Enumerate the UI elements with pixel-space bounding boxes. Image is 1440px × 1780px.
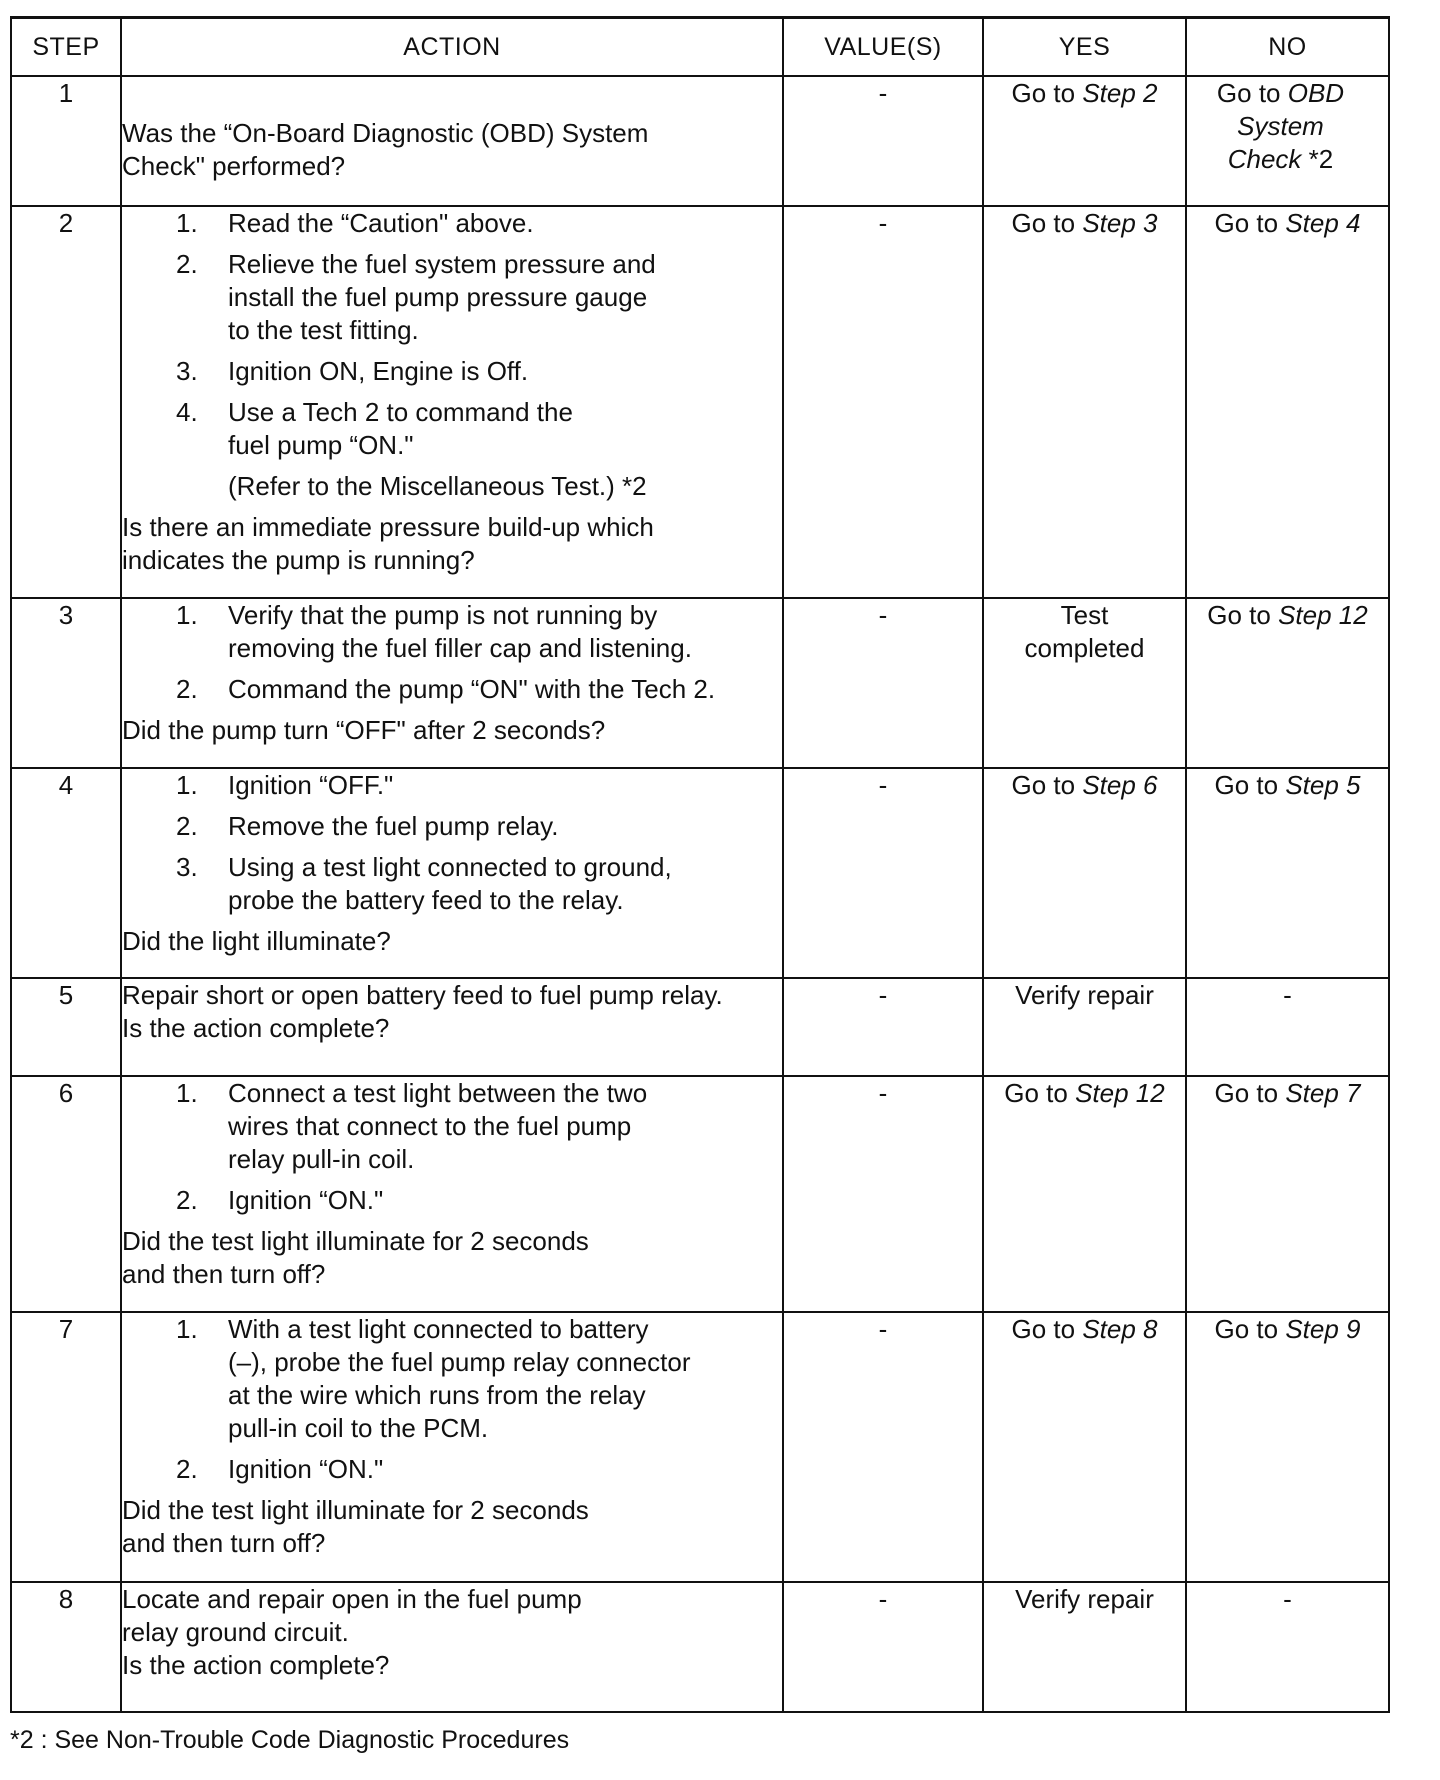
substep-text: Ignition ON, Engine is Off. [228,356,529,386]
yes-outcome [983,978,1186,1076]
outcome-text: Test completed [1024,600,1145,663]
action-cell [121,1312,783,1582]
header-step: STEP [11,18,121,77]
no-outcome [1186,1076,1389,1312]
substep-number: 2. [176,811,198,841]
substep-text: Read the “Caution" above. [228,208,534,238]
outcome-prefix: Go to [1011,208,1083,238]
action-note: (Refer to the Miscellaneous Test.) *2 [228,471,647,501]
action-substep [176,207,782,240]
yes-outcome [983,1312,1186,1582]
outcome-prefix: Go to [1004,1078,1076,1108]
no-outcome [1186,978,1389,1076]
action-question: Locate and repair open in the fuel pump relay ground circuit. Is the action complete? [122,1584,582,1680]
step-number: 5 [11,978,121,1076]
action-substeps [122,207,782,462]
table-row [11,1076,1389,1312]
step-reference-link[interactable]: Step 6 [1082,770,1158,800]
outcome-prefix: Go to [1214,1078,1286,1108]
table-row [11,206,1389,598]
footnote: *2 : See Non-Trouble Code Diagnostic Procedures [10,1726,570,1754]
substep-number: 1. [176,600,198,630]
substep-text: Remove the fuel pump relay. [228,811,559,841]
outcome-prefix: Go to [1207,600,1279,630]
action-substep [176,810,782,843]
step-number: 4 [11,768,121,978]
action-substep [176,1184,782,1217]
action-substep [176,396,782,462]
action-substeps [122,769,782,917]
step-number: 6 [11,1076,121,1312]
substep-number: 1. [176,208,198,238]
yes-outcome [983,598,1186,768]
header-action: ACTION [121,18,783,77]
action-cell [121,768,783,978]
substep-text: Using a test light connected to ground, probe the battery feed to the relay. [228,852,672,915]
yes-outcome [983,76,1186,206]
header-no: NO [1186,18,1389,77]
yes-outcome [983,1076,1186,1312]
action-substep [176,355,782,388]
yes-outcome [983,1582,1186,1712]
action-cell [121,76,783,206]
diagnostic-table [10,16,1390,1713]
table-row [11,598,1389,768]
no-outcome [1186,768,1389,978]
step-reference-link[interactable]: Step 12 [1075,1078,1165,1108]
action-substeps [122,599,782,706]
action-substep [176,1453,782,1486]
table-body [11,76,1389,1712]
substep-number: 1. [176,770,198,800]
value-cell: - [783,1582,983,1712]
step-number: 7 [11,1312,121,1582]
table-row [11,978,1389,1076]
outcome-text: - [1283,1584,1292,1614]
outcome-text: Verify repair [1015,980,1154,1010]
outcome-prefix: Go to [1011,78,1083,108]
substep-text: Verify that the pump is not running by removing the fuel filler cap and listening. [228,600,692,663]
action-question: Repair short or open battery feed to fuel pump relay. Is the action complete? [122,980,723,1043]
action-question: Was the “On-Board Diagnostic (OBD) System Check" performed? [122,118,649,181]
no-outcome [1186,206,1389,598]
value-cell: - [783,598,983,768]
value-cell: - [783,76,983,206]
substep-text: With a test light connected to battery (–), probe the fuel pump relay connector at the wire which runs from the relay pull-in coil to the PCM. [228,1314,691,1443]
substep-number: 2. [176,1185,198,1215]
substep-text: Relieve the fuel system pressure and install the fuel pump pressure gauge to the test fitting. [228,249,656,345]
substep-text: Command the pump “ON" with the Tech 2. [228,674,716,704]
action-question: Did the test light illuminate for 2 seconds and then turn off? [122,1226,589,1289]
action-substeps [122,1313,782,1486]
substep-number: 3. [176,852,198,882]
step-reference-link[interactable]: OBD System Check [1227,78,1345,174]
step-reference-link[interactable]: Step 9 [1285,1314,1361,1344]
step-reference-link[interactable]: Step 7 [1285,1078,1361,1108]
outcome-prefix: Go to [1214,208,1286,238]
step-number: 3 [11,598,121,768]
action-substep [176,769,782,802]
substep-text: Use a Tech 2 to command the fuel pump “ON." [228,397,573,460]
action-question: Did the light illuminate? [122,926,391,956]
substep-number: 1. [176,1314,198,1344]
outcome-prefix: Go to [1011,1314,1083,1344]
outcome-prefix: Go to [1214,1314,1286,1344]
action-substep [176,1313,782,1445]
outcome-prefix: Go to [1214,770,1286,800]
step-reference-link[interactable]: Step 2 [1082,78,1158,108]
substep-text: Ignition “ON." [228,1454,384,1484]
header-values: VALUE(S) [783,18,983,77]
action-substep [176,1077,782,1176]
table-row [11,76,1389,206]
action-cell [121,206,783,598]
action-substep [176,851,782,917]
step-number: 8 [11,1582,121,1712]
action-question: Did the pump turn “OFF" after 2 seconds? [122,715,606,745]
table-row [11,1582,1389,1712]
yes-outcome [983,768,1186,978]
value-cell: - [783,978,983,1076]
no-outcome [1186,598,1389,768]
no-outcome [1186,1582,1389,1712]
substep-text: Ignition “ON." [228,1185,384,1215]
step-number: 2 [11,206,121,598]
outcome-text: - [1283,980,1292,1010]
action-substep [176,673,782,706]
step-reference-link[interactable]: Step 3 [1082,208,1158,238]
action-cell [121,1582,783,1712]
action-question: Did the test light illuminate for 2 seconds and then turn off? [122,1495,589,1558]
action-cell [121,978,783,1076]
step-reference-link[interactable]: Step 4 [1285,208,1361,238]
action-substep [176,599,782,665]
action-cell [121,598,783,768]
substep-number: 4. [176,397,198,427]
value-cell: - [783,206,983,598]
substep-number: 2. [176,1454,198,1484]
value-cell: - [783,1312,983,1582]
table-header-row [11,18,1389,77]
step-reference-link[interactable]: Step 8 [1082,1314,1158,1344]
action-cell [121,1076,783,1312]
footnote-reference: *2 [1301,144,1334,174]
value-cell: - [783,768,983,978]
substep-number: 2. [176,674,198,704]
substep-number: 1. [176,1078,198,1108]
substep-text: Connect a test light between the two wires that connect to the fuel pump relay pull-in coil. [228,1078,648,1174]
outcome-prefix: Go to [1216,78,1288,108]
step-reference-link[interactable]: Step 12 [1278,600,1368,630]
action-question: Is there an immediate pressure build-up which indicates the pump is running? [122,512,654,575]
table-row [11,1312,1389,1582]
value-cell: - [783,1076,983,1312]
action-substeps [122,1077,782,1217]
substep-number: 2. [176,249,198,279]
substep-text: Ignition “OFF." [228,770,394,800]
diagnostic-table-container [10,16,1390,1713]
table-row [11,768,1389,978]
yes-outcome [983,206,1186,598]
outcome-prefix: Go to [1011,770,1083,800]
action-substep [176,248,782,347]
step-reference-link[interactable]: Step 5 [1285,770,1361,800]
no-outcome [1186,76,1389,206]
outcome-text: Verify repair [1015,1584,1154,1614]
substep-number: 3. [176,356,198,386]
no-outcome [1186,1312,1389,1582]
step-number: 1 [11,76,121,206]
header-yes: YES [983,18,1186,77]
